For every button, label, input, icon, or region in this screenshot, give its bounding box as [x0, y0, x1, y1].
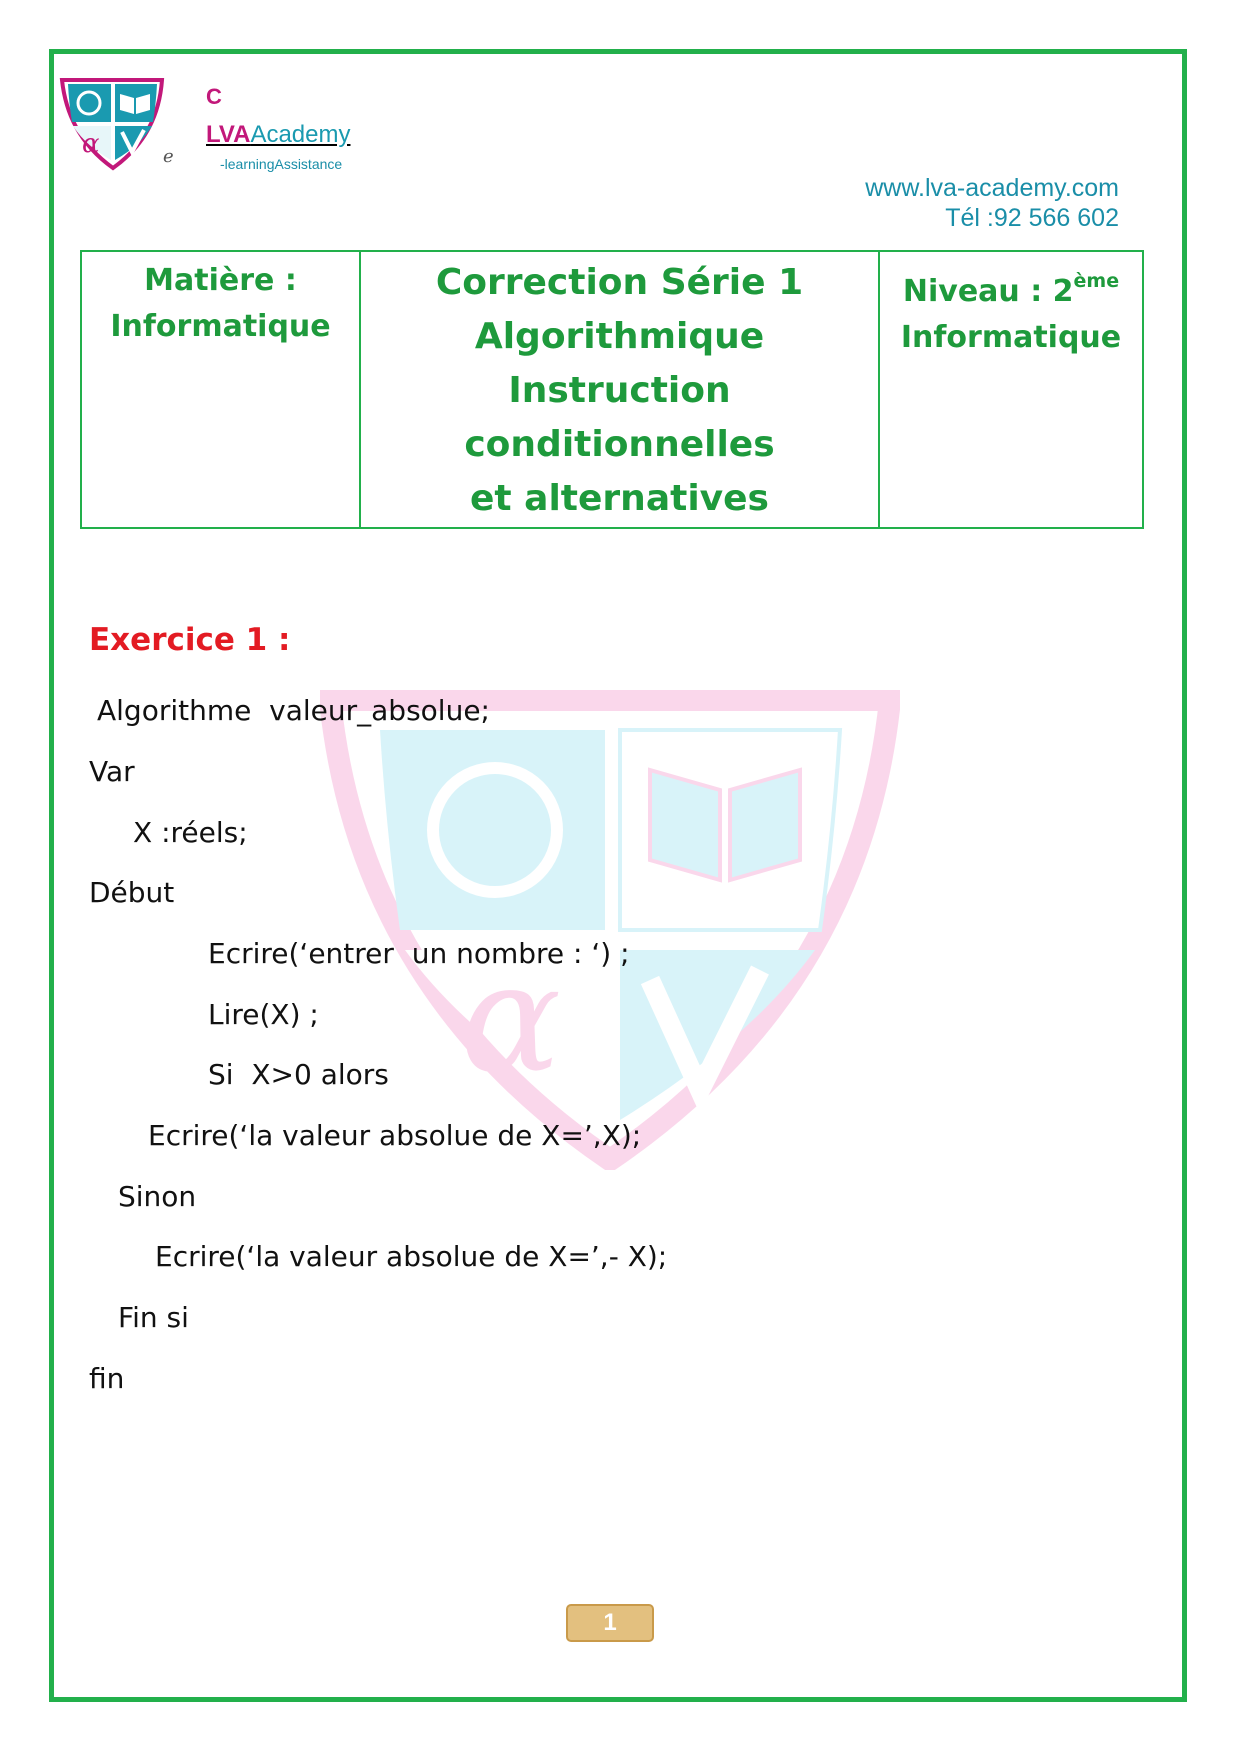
code-line: Ecrire(‘la valeur absolue de X=’,X); [148, 1119, 642, 1152]
code-line: Début [89, 876, 175, 909]
code-line: Si X>0 alors [208, 1058, 389, 1091]
title-line: Correction Série 1 [435, 262, 804, 303]
code-line: Var [89, 755, 135, 788]
code-line: Ecrire(‘entrer un nombre : ‘) ; [208, 937, 630, 970]
svg-text:α: α [460, 932, 562, 1106]
page-number-badge: 1 [566, 1604, 654, 1642]
lva-shield-logo [58, 76, 168, 172]
code-line: fin [89, 1362, 125, 1395]
code-line: Fin si [118, 1301, 189, 1334]
header-table [80, 250, 1144, 529]
brand-e-letter: e [163, 146, 174, 167]
title-line: et alternatives [470, 478, 769, 519]
shield-watermark [320, 690, 900, 1170]
brand-c-letter: C [206, 84, 222, 109]
brand-name-lva: LVA [206, 121, 251, 148]
level-value: Informatique [900, 320, 1122, 355]
website-link[interactable]: www.lva-academy.com [865, 174, 1119, 202]
level-prefix: Niveau : 2 [902, 274, 1074, 309]
brand-name[interactable] [206, 121, 350, 149]
subject-cell [81, 251, 360, 528]
contact-block [865, 173, 1119, 233]
subject-value: Informatique [110, 309, 331, 344]
code-line: Ecrire(‘la valeur absolue de X=’,- X); [155, 1240, 668, 1273]
svg-text:α: α [82, 129, 100, 159]
title-cell [360, 251, 879, 528]
exercise-title: Exercice 1 : [89, 622, 291, 658]
code-line: Algorithme valeur_absolue; [97, 694, 490, 727]
brand-name-academy: Academy [250, 121, 351, 148]
level-label [881, 258, 1141, 315]
brand-subtitle: -learningAssistance [220, 156, 343, 172]
title-line: Instruction conditionnelles [464, 370, 775, 465]
subject-label: Matière : [144, 263, 297, 298]
title-line: Algorithmique [474, 316, 765, 357]
level-superscript: ème [1073, 270, 1120, 292]
level-cell [879, 251, 1143, 528]
code-line: Lire(X) ; [208, 998, 319, 1031]
code-line: X :réels; [133, 816, 248, 849]
code-line: Sinon [118, 1180, 197, 1213]
phone-number: Tél :92 566 602 [945, 204, 1119, 232]
